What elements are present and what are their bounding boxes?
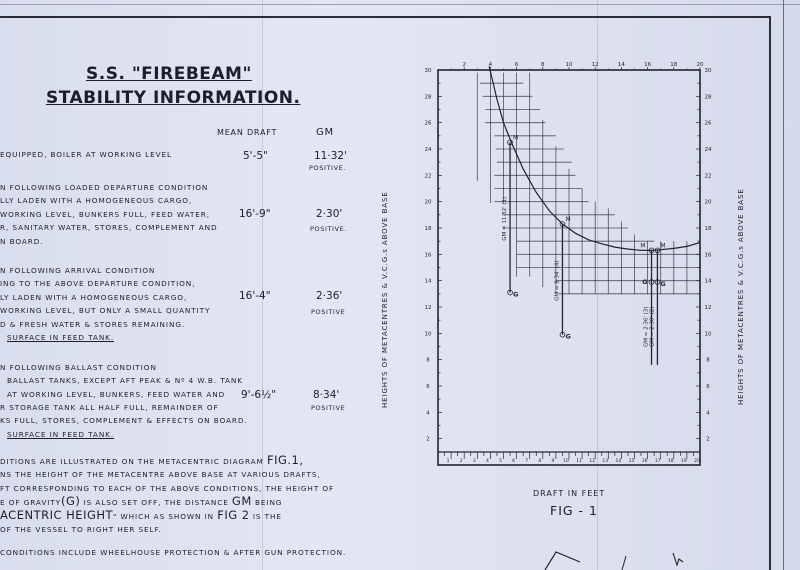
y-tick-label-right: 2: [706, 436, 710, 443]
x-tick-label-bottom: 14: [615, 459, 622, 464]
y-tick-label-right: 8: [706, 357, 710, 364]
condition-2-gm-sign: POSITIVE.: [310, 225, 347, 233]
condition-3-line: ING TO THE ABOVE DEPARTURE CONDITION,: [0, 279, 196, 288]
y-axis-label-left: HEIGHTS OF METACENTRES & V.C.G.s ABOVE BASE: [381, 191, 389, 408]
note-text: NS THE HEIGHT OF THE METACENTRE ABOVE BASE AT VARIOUS DRAFTS,: [0, 470, 321, 479]
x-tick-label-top: 10: [565, 62, 573, 68]
stability-information-title: STABILITY INFORMATION.: [46, 88, 301, 108]
note-text: GM: [231, 494, 252, 508]
condition-3-line-underlined: SURFACE IN FEED TANK.: [7, 333, 115, 342]
note-text: " WHICH AS SHOWN IN: [113, 512, 218, 521]
gm-value-label-1: GM = 11·32' (1): [502, 196, 509, 241]
y-tick-label-right: 30: [704, 68, 712, 74]
y-tick-label-right: 12: [704, 305, 712, 311]
next-figure-sketch: [545, 552, 580, 570]
condition-4-gm-sign: POSITIVE: [311, 404, 346, 412]
gm-value-label-3: GM = 2·36' (3): [643, 306, 650, 347]
note-fig-reference: FIG.1,: [266, 453, 304, 467]
condition-4-line: BALLAST TANKS, EXCEPT AFT PEAK & Nº 4 W.B. TANK: [7, 376, 243, 385]
y-tick-label-right: 20: [704, 199, 712, 206]
note-text: IS ALSO SET OFF, THE DISTANCE: [80, 498, 232, 507]
y-tick-label-right: 4: [706, 410, 710, 417]
x-tick-label-top: 8: [541, 62, 545, 68]
gm-value-label-4: GM = 8·34' (4): [554, 260, 561, 301]
y-tick-label-right: 28: [704, 94, 712, 101]
y-tick-label-right: 6: [706, 384, 710, 390]
y-tick-label-right: 14: [704, 278, 712, 285]
y-tick-label-right: 10: [704, 331, 712, 338]
y-tick-label-left: 14: [424, 278, 432, 285]
x-tick-label-bottom: 16: [641, 459, 648, 464]
y-axis-label-right: HEIGHTS OF METACENTRES & V.C.G.s ABOVE BASE: [737, 188, 745, 405]
m-label: M: [640, 242, 646, 250]
x-tick-label-bottom: 17: [654, 459, 661, 464]
x-tick-label-top: 14: [617, 62, 625, 68]
y-tick-label-right: 18: [704, 226, 712, 232]
y-tick-label-left: 24: [424, 147, 432, 153]
y-tick-label-right: 16: [704, 252, 712, 259]
note-text: DITIONS ARE ILLUSTRATED ON THE METACENTRIC DIAGRAM: [0, 457, 267, 466]
note-text: ACENTRIC HEIGHT: [0, 508, 114, 522]
condition-2-line: LLY LADEN WITH A HOMOGENEOUS CARGO,: [0, 196, 193, 205]
y-tick-label-left: 2: [426, 436, 430, 443]
x-axis-label: DRAFT IN FEET: [533, 489, 606, 498]
y-tick-label-left: 26: [424, 120, 432, 127]
condition-1-draft: 5'-5": [243, 150, 268, 162]
ship-name-title: S.S. "FIREBEAM": [86, 64, 252, 84]
g-label: G: [660, 279, 666, 288]
y-tick-label-right: 22: [704, 173, 712, 180]
y-tick-label-left: 8: [426, 357, 430, 364]
x-tick-label-bottom: 12: [589, 459, 596, 464]
m-label: M: [660, 242, 666, 250]
x-tick-label-bottom: 20: [694, 459, 700, 464]
metacentre-curve: [489, 66, 700, 250]
condition-2-gm: 2·30': [316, 208, 343, 220]
condition-3-draft: 16'-4": [239, 290, 271, 302]
x-tick-label-top: 20: [696, 62, 704, 68]
x-tick-label-bottom: 11: [576, 459, 582, 464]
y-tick-label-left: 18: [424, 226, 432, 232]
condition-1-text: EQUIPPED, BOILER AT WORKING LEVEL: [0, 150, 172, 159]
condition-1-gm-sign: POSITIVE.: [309, 164, 346, 172]
condition-3-line: D & FRESH WATER & STORES REMAINING.: [0, 320, 186, 329]
x-tick-label-bottom: 9: [551, 459, 555, 464]
note-text: BEING: [251, 498, 283, 507]
condition-3-line: WORKING LEVEL, BUT ONLY A SMALL QUANTITY: [0, 306, 211, 315]
condition-3-line: LY LADEN WITH A HOMOGENEOUS CARGO,: [0, 293, 188, 302]
x-tick-label-top: 16: [644, 62, 652, 68]
condition-2-line: WORKING LEVEL, BUNKERS FULL, FEED WATER,: [0, 210, 210, 219]
x-tick-label-bottom: 18: [667, 459, 674, 464]
g-label: G: [642, 277, 648, 286]
x-tick-label-bottom: 4: [485, 459, 489, 464]
condition-4-line: R STORAGE TANK ALL HALF FULL, REMAINDER OF: [0, 403, 219, 412]
condition-3-line: N FOLLOWING ARRIVAL CONDITION: [0, 266, 156, 275]
y-tick-label-left: 12: [424, 305, 432, 311]
x-tick-label-bottom: 2: [459, 459, 463, 464]
note-text: OF THE VESSEL TO RIGHT HER SELF.: [0, 525, 162, 534]
y-tick-label-left: 30: [424, 68, 432, 74]
x-tick-label-top: 2: [462, 62, 466, 68]
note-fig-reference: FIG 2: [217, 508, 250, 522]
m-label: M: [513, 134, 519, 142]
x-tick-label-bottom: 15: [628, 459, 635, 464]
y-tick-label-left: 4: [426, 410, 430, 417]
note-text: CONDITIONS INCLUDE WHEELHOUSE PROTECTION & AFTER GUN PROTECTION.: [0, 548, 347, 557]
condition-2-line: N BOARD.: [0, 237, 44, 246]
g-label: G: [513, 290, 519, 299]
y-tick-label-right: 26: [704, 120, 712, 127]
gm-header: GM: [316, 127, 334, 138]
x-tick-label-bottom: 5: [499, 459, 502, 464]
x-tick-label-bottom: 7: [525, 459, 529, 464]
y-tick-label-left: 16: [424, 252, 432, 259]
x-tick-label-top: 6: [514, 62, 519, 68]
note-text: FT CORRESPONDING TO EACH OF THE ABOVE CONDITIONS, THE HEIGHT OF: [0, 484, 335, 493]
gm-value-label-2: GM = 2·30' (2): [649, 306, 656, 347]
x-tick-label-top: 4: [488, 62, 493, 68]
condition-1-gm: 11·32': [314, 150, 347, 162]
m-label: M: [565, 216, 571, 224]
note-text: E OF GRAVITY: [0, 498, 62, 507]
g-label: G: [565, 332, 571, 341]
condition-3-gm: 2·36': [316, 290, 343, 302]
x-tick-label-bottom: 10: [563, 459, 569, 464]
condition-4-draft: 9'-6½": [241, 389, 277, 401]
x-tick-label-bottom: 19: [681, 459, 687, 464]
y-tick-label-left: 28: [424, 94, 432, 101]
condition-4-line: AT WORKING LEVEL, BUNKERS, FEED WATER AND: [7, 390, 226, 399]
condition-4-line: N FOLLOWING BALLAST CONDITION: [0, 363, 157, 372]
x-tick-label-top: 12: [591, 62, 599, 68]
condition-4-gm: 8·34': [313, 389, 340, 401]
x-tick-label-top: 18: [670, 62, 678, 68]
x-tick-label-bottom: 8: [538, 459, 542, 464]
y-tick-label-left: 10: [424, 331, 432, 338]
condition-2-line: N FOLLOWING LOADED DEPARTURE CONDITION: [0, 183, 209, 192]
figure-caption: FIG - 1: [550, 503, 598, 518]
x-tick-label-bottom: 13: [602, 459, 609, 464]
y-tick-label-left: 22: [424, 173, 432, 180]
note-text: IS THE: [249, 512, 282, 521]
note-text: (G): [61, 494, 81, 508]
y-tick-label-left: 6: [426, 384, 430, 390]
condition-3-gm-sign: POSITIVE: [311, 308, 346, 316]
condition-4-line: KS FULL, STORES, COMPLEMENT & EFFECTS ON BOARD.: [0, 416, 248, 425]
mean-draft-header: MEAN DRAFT: [217, 128, 278, 137]
condition-2-draft: 16'-9": [239, 208, 271, 220]
y-tick-label-right: 24: [704, 147, 712, 153]
x-tick-label-bottom: 1: [446, 459, 450, 464]
condition-2-line: R, SANITARY WATER, STORES, COMPLEMENT AND: [0, 223, 218, 232]
condition-4-line-underlined: SURFACE IN FEED TANK.: [7, 430, 115, 439]
arrow-sketch: [673, 553, 683, 565]
x-tick-label-bottom: 3: [472, 459, 476, 464]
y-tick-label-left: 20: [424, 199, 432, 206]
x-tick-label-bottom: 6: [512, 459, 516, 464]
next-figure-sketch: [622, 556, 626, 570]
